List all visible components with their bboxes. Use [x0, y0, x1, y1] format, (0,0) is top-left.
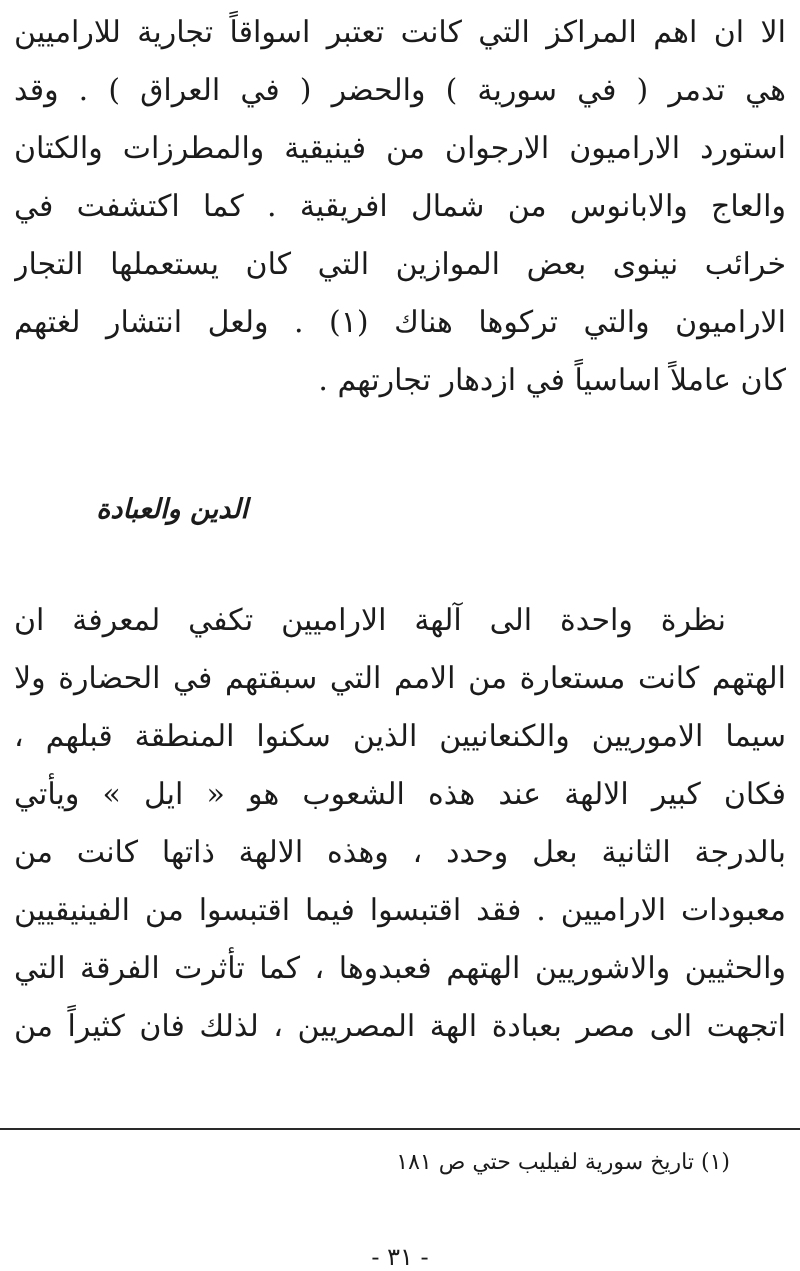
paragraph-trade [14, 4, 786, 410]
text-line: كان عاملاً اساسياً في ازدهار تجارتهم . [318, 363, 786, 398]
text-line: بالدرجة الثانية بعل وحدد ، وهذه الالهة ذاتها كانت من [14, 835, 786, 870]
text-line: استورد الاراميون الارجوان من فينيقية والمطرزات والكتان [14, 131, 786, 166]
text-line: الاراميون والتي تركوها هناك (١) . ولعل انتشار لغتهم [14, 305, 786, 340]
paragraph-religion [14, 592, 786, 1056]
text-line: اتجهت الى مصر بعبادة الهة المصريين ، لذلك فان كثيراً من [14, 1009, 786, 1044]
section-heading: الدين والعبادة [96, 494, 248, 525]
text-line: خرائب نينوى بعض الموازين التي كان يستعملها التجار [14, 247, 786, 282]
page-number: - ٣١ - [371, 1243, 429, 1271]
text-line: والعاج والابانوس من شمال افريقية . كما اكتشفت في [14, 189, 786, 224]
text-line: والحثيين والاشوريين الهتهم فعبدوها ، كما تأثرت الفرقة التي [14, 951, 786, 986]
footnote-divider [0, 1128, 800, 1130]
text-line: معبودات الاراميين . فقد اقتبسوا فيما اقتبسوا من الفينيقيين [14, 893, 786, 928]
text-line: الا ان اهم المراكز التي كانت تعتبر اسواقاً تجارية للاراميين [14, 15, 786, 50]
text-line: فكان كبير الالهة عند هذه الشعوب هو « ايل » ويأتي [14, 777, 786, 812]
text-line: سيما الاموريين والكنعانيين الذين سكنوا المنطقة قبلهم ، [14, 719, 786, 754]
footnote: (١) تاريخ سورية لفيليب حتي ص ١٨١ [396, 1150, 730, 1175]
text-line: نظرة واحدة الى آلهة الاراميين تكفي لمعرفة ان [14, 603, 726, 638]
text-line: الهتهم كانت مستعارة من الامم التي سبقتهم في الحضارة ولا [14, 661, 786, 696]
text-line: هي تدمر ( في سورية ) والحضر ( في العراق ) . وقد [14, 73, 786, 108]
